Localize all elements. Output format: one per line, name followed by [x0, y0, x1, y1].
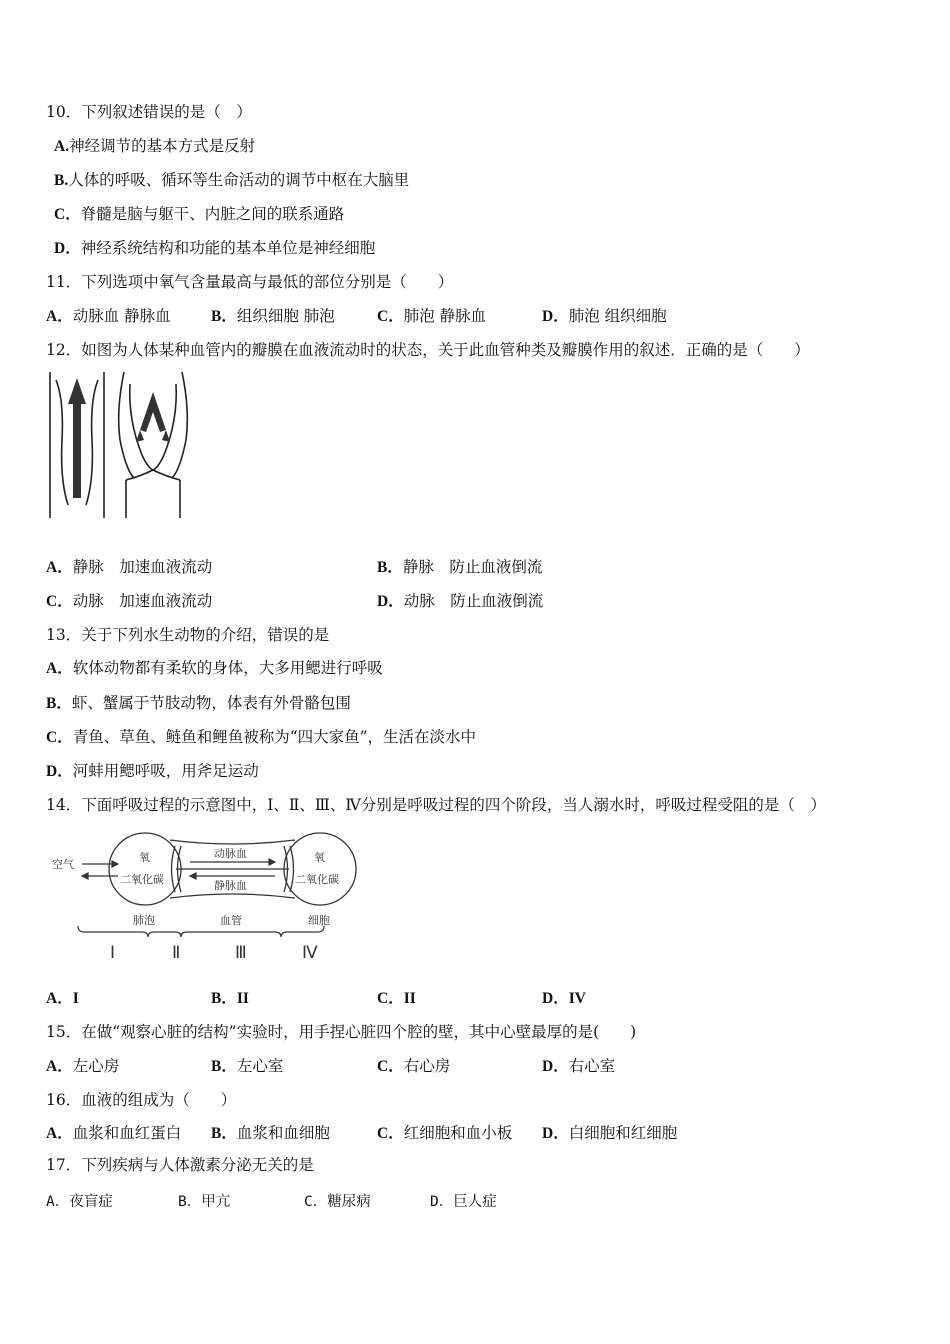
option-text: II — [403, 990, 416, 1007]
backflow-arrow-tail-left — [136, 430, 144, 442]
q14-option-a[interactable] — [46, 988, 79, 1009]
capillary-top — [170, 840, 295, 844]
option-letter: B． — [211, 308, 237, 325]
q11-stem: 11．下列选项中氧气含量最高与最低的部位分别是（ ） — [46, 273, 454, 291]
q13-option-b[interactable] — [46, 693, 351, 714]
option-letter: C． — [304, 1194, 328, 1210]
option-letter: A． — [46, 990, 73, 1007]
air-label: 空气 — [52, 858, 74, 871]
option-letter: A. — [54, 138, 70, 155]
option-letter: A． — [46, 660, 73, 677]
option-letter: D． — [542, 1125, 569, 1142]
option-text: 左心室 — [236, 1057, 284, 1075]
option-letter: A． — [46, 1194, 70, 1210]
option-letter: C． — [46, 593, 73, 610]
alveolus-co2-label: 二氧化碳 — [120, 873, 164, 886]
option-text: 动脉血 静脉血 — [72, 307, 171, 325]
option-text: 糖尿病 — [327, 1194, 371, 1210]
cell-circle — [284, 833, 356, 905]
option-text: 右心房 — [403, 1057, 451, 1075]
q13-option-a[interactable] — [46, 658, 383, 679]
option-text: 组织细胞 肺泡 — [236, 307, 335, 325]
q14-option-c[interactable] — [377, 988, 416, 1009]
backflow-arrow — [140, 392, 166, 432]
q12-stem: 12．如图为人体某种血管内的瓣膜在血液流动时的状态，关于此血管种类及瓣膜作用的叙述．正确的是（ ） — [46, 341, 810, 359]
q11-option-d[interactable] — [542, 306, 667, 327]
option-text: 红细胞和血小板 — [403, 1124, 513, 1142]
stage-brace — [78, 926, 324, 937]
q15-stem: 15．在做“观察心脏的结构”实验时，用手捏心脏四个腔的壁，其中心壁最厚的是( ) — [46, 1023, 637, 1041]
option-letter: B． — [211, 1058, 237, 1075]
alveolus-circle — [109, 833, 181, 905]
q13-option-c[interactable] — [46, 727, 476, 748]
option-text: IV — [568, 990, 586, 1007]
option-text: 青鱼、草鱼、鲢鱼和鲤鱼被称为“四大家鱼”，生活在淡水中 — [72, 728, 477, 746]
option-letter: D． — [542, 308, 569, 325]
option-text: 血浆和血红蛋白 — [72, 1124, 182, 1142]
option-text: I — [72, 990, 79, 1007]
q10-option-d[interactable] — [54, 238, 375, 259]
option-text: 虾、蟹属于节肢动物，体表有外骨骼包围 — [71, 694, 351, 712]
option-text: 肺泡 静脉血 — [403, 307, 487, 325]
arterial-label: 动脉血 — [214, 847, 247, 860]
option-letter: B． — [46, 695, 72, 712]
q16-option-a[interactable] — [46, 1123, 181, 1144]
q12-option-c[interactable] — [46, 591, 212, 612]
option-letter: D． — [377, 593, 404, 610]
q10-option-a[interactable] — [54, 136, 255, 157]
option-letter: C． — [46, 729, 73, 746]
venous-label: 静脉血 — [214, 879, 247, 892]
cell-co2-label: 二氧化碳 — [295, 873, 339, 886]
option-letter: B． — [211, 990, 237, 1007]
option-letter: A． — [46, 1125, 73, 1142]
vein-valve-figure — [46, 370, 196, 520]
q12-option-b[interactable] — [377, 557, 542, 578]
option-text: 动脉 加速血液流动 — [72, 592, 213, 610]
q17-stem: 17．下列疾病与人体激素分泌无关的是 — [46, 1156, 314, 1174]
option-text: 人体的呼吸、循环等生命活动的调节中枢在大脑里 — [68, 171, 410, 189]
option-letter: D． — [430, 1194, 454, 1210]
q16-stem: 16．血液的组成为（ ） — [46, 1091, 237, 1109]
q11-option-a[interactable] — [46, 306, 171, 327]
option-text: 神经调节的基本方式是反射 — [69, 137, 256, 155]
q11-option-b[interactable] — [211, 306, 335, 327]
option-text: 白细胞和红细胞 — [568, 1124, 678, 1142]
option-text: 甲亢 — [201, 1194, 231, 1210]
q15-option-c[interactable] — [377, 1056, 450, 1077]
q15-option-b[interactable] — [211, 1056, 283, 1077]
option-letter: B． — [377, 559, 403, 576]
option-letter: A． — [46, 308, 73, 325]
q12-option-d[interactable] — [377, 591, 543, 612]
option-text: 左心房 — [72, 1057, 120, 1075]
stage-iv-label: Ⅳ — [302, 943, 318, 963]
backflow-arrow-tail-right — [162, 430, 170, 442]
option-letter: D． — [542, 1058, 569, 1075]
option-letter: C． — [377, 1125, 404, 1142]
cell-oxygen-label: 氧 — [314, 851, 325, 864]
q10-stem: 10．下列叙述错误的是（ ） — [46, 103, 252, 121]
option-letter: C． — [377, 308, 404, 325]
option-text: 神经系统结构和功能的基本单位是神经细胞 — [80, 239, 376, 257]
option-text: 肺泡 组织细胞 — [568, 307, 667, 325]
option-text: 软体动物都有柔软的身体，大多用鳃进行呼吸 — [72, 659, 383, 677]
option-letter: B． — [178, 1194, 202, 1210]
capillary-bottom — [170, 894, 295, 898]
q17-option-b[interactable] — [178, 1192, 230, 1212]
option-text: II — [236, 990, 249, 1007]
q10-option-b[interactable] — [54, 170, 409, 191]
q17-option-c[interactable] — [304, 1192, 371, 1212]
option-letter: C． — [377, 1058, 404, 1075]
q16-option-c[interactable] — [377, 1123, 512, 1144]
q11-option-c[interactable] — [377, 306, 486, 327]
respiration-process-figure — [50, 826, 370, 971]
option-text: 右心室 — [568, 1057, 616, 1075]
option-letter: D． — [46, 763, 73, 780]
option-text: 巨人症 — [453, 1194, 497, 1210]
q12-option-a[interactable] — [46, 557, 212, 578]
stage-i-label: Ⅰ — [110, 943, 116, 963]
option-text: 河蚌用鳃呼吸，用斧足运动 — [72, 762, 259, 780]
stage-iii-label: Ⅲ — [235, 943, 247, 963]
option-text: 动脉 防止血液倒流 — [403, 592, 544, 610]
q15-option-a[interactable] — [46, 1056, 119, 1077]
q14-stem: 14．下面呼吸过程的示意图中，Ⅰ、Ⅱ、Ⅲ、Ⅳ分别是呼吸过程的四个阶段，当人溺水时，呼吸过程受阻的是（ ） — [46, 796, 826, 814]
upward-flow-arrow — [68, 378, 86, 498]
option-letter: A． — [46, 1058, 73, 1075]
option-text: 血浆和血细胞 — [236, 1124, 330, 1142]
q15-option-d[interactable] — [542, 1056, 615, 1077]
option-letter: A． — [46, 559, 73, 576]
option-letter: D． — [542, 990, 569, 1007]
q17-option-a[interactable] — [46, 1192, 113, 1212]
q14-option-d[interactable] — [542, 988, 586, 1009]
q10-option-c[interactable] — [54, 204, 344, 225]
vessel-label: 血管 — [220, 914, 242, 927]
q13-option-d[interactable] — [46, 761, 259, 782]
q16-option-b[interactable] — [211, 1123, 330, 1144]
option-text: 脊髓是脑与躯干、内脏之间的联系通路 — [80, 205, 345, 223]
q13-stem: 13．关于下列水生动物的介绍，错误的是 — [46, 626, 330, 644]
q17-option-d[interactable] — [430, 1192, 497, 1212]
q16-option-d[interactable] — [542, 1123, 677, 1144]
option-text: 夜盲症 — [69, 1194, 113, 1210]
option-letter: B． — [211, 1125, 237, 1142]
option-letter: D． — [54, 240, 81, 257]
option-letter: B. — [54, 172, 69, 189]
stage-ii-label: Ⅱ — [172, 943, 181, 963]
option-text: 静脉 加速血液流动 — [72, 558, 213, 576]
option-text: 静脉 防止血液倒流 — [402, 558, 543, 576]
q14-option-b[interactable] — [211, 988, 249, 1009]
option-letter: C． — [54, 206, 81, 223]
alveolus-oxygen-label: 氧 — [139, 851, 150, 864]
alveolus-label: 肺泡 — [133, 914, 155, 927]
cell-label: 细胞 — [308, 914, 330, 927]
option-letter: C． — [377, 990, 404, 1007]
